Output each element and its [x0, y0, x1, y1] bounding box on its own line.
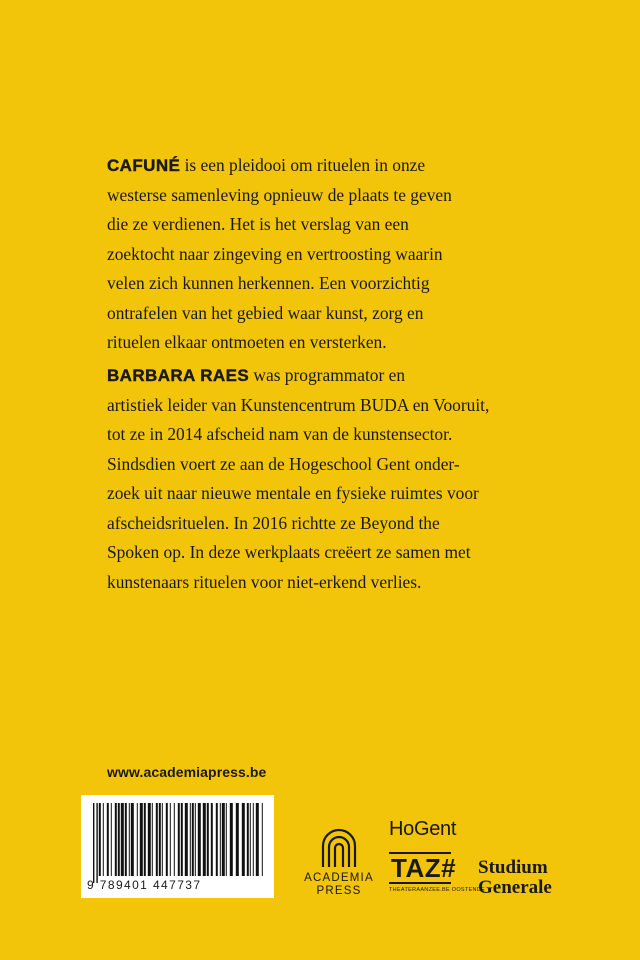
blurb-line: die ze verdienen. Het is het verslag van een	[107, 214, 409, 234]
author-name-lead: BARBARA RAES	[107, 366, 250, 385]
barcode-bar	[131, 803, 134, 876]
barcode-bar	[107, 803, 109, 876]
barcode-bar	[170, 803, 171, 876]
barcode-bar	[140, 803, 143, 876]
barcode-bar	[137, 803, 138, 876]
barcode-bar	[125, 803, 127, 876]
barcode-bar	[96, 803, 97, 883]
bio-line: Sindsdien voert ze aan de Hogeschool Gent onder-	[107, 453, 460, 474]
barcode-bar	[253, 803, 254, 876]
barcode-bar	[111, 803, 112, 876]
bio-line: Spoken op. In deze werkplaats creëert ze samen met	[107, 542, 471, 562]
bio-line: artistiek leider van Kunstencentrum BUDA en Vooruit,	[107, 394, 490, 415]
barcode-bar	[118, 803, 120, 876]
barcode-bar	[220, 803, 221, 876]
bio-line: BARBARA RAES was programmator en	[107, 365, 406, 385]
press-label: PRESS	[316, 885, 362, 897]
blurb-line: CAFUNÉ is een pleidooi om rituelen in onze	[107, 155, 426, 175]
taz-mark: TAZ#	[391, 853, 457, 883]
barcode-bar	[230, 803, 233, 876]
barcode-bar	[222, 803, 225, 876]
barcode-bar	[148, 803, 151, 876]
bio-line: afscheidsrituelen. In 2016 richtte ze Beyond the	[107, 512, 440, 533]
barcode-bar	[178, 803, 180, 876]
barcode-bar	[156, 803, 158, 876]
barcode-bar	[242, 803, 245, 876]
taz-logo	[389, 852, 486, 898]
blurb-line: zoektocht naar zingeving en vertroosting waarin	[107, 243, 443, 264]
isbn-barcode	[81, 795, 274, 898]
bio-line: zoek uit naar nieuwe mentale en fysieke ruimtes voor	[107, 483, 479, 503]
barcode-bar	[247, 803, 249, 876]
barcode-bar	[195, 803, 196, 876]
barcode-bar	[216, 803, 218, 876]
barcode-bar	[144, 803, 146, 876]
barcode-bar	[203, 803, 206, 876]
barcode-bar	[166, 803, 168, 876]
barcode-bar	[192, 803, 194, 876]
bio-line: tot ze in 2014 afscheid nam van de kunstensector.	[107, 424, 453, 444]
academia-press-logo	[300, 826, 378, 898]
studium-label: Studium	[478, 857, 548, 878]
barcode-bar	[121, 803, 124, 876]
barcode-bar	[262, 803, 263, 876]
barcode-bar	[211, 803, 213, 876]
academia-label: ACADEMIA	[304, 872, 374, 884]
blurb-line: westerse samenleving opnieuw de plaats te geven	[107, 184, 452, 205]
author-bio	[107, 361, 537, 597]
barcode-bar	[181, 803, 183, 876]
barcode-bar	[198, 803, 201, 876]
barcode-bar	[226, 803, 227, 876]
barcode-bar	[129, 803, 130, 876]
barcode-bar	[207, 803, 209, 876]
barcode-bar	[115, 803, 117, 876]
isbn-number: 9 789401 447737	[87, 878, 202, 892]
book-blurb	[107, 151, 537, 358]
title-lead: CAFUNÉ	[107, 156, 181, 175]
blurb-line: rituelen elkaar ontmoeten en versterken.	[107, 332, 387, 352]
barcode-bar	[185, 803, 188, 876]
arch-icon	[319, 826, 359, 868]
taz-subtitle: THEATERAANZEE.BE OOSTENDE	[389, 887, 486, 893]
publisher-url[interactable]: www.academiapress.be	[107, 764, 267, 780]
blurb-line: ontrafelen van het gebied waar kunst, zorg en	[107, 302, 424, 323]
barcode-bar	[159, 803, 161, 876]
barcode-bar	[152, 803, 153, 876]
barcode-bar	[256, 803, 259, 876]
generale-label: Generale	[478, 877, 552, 898]
hogent-logo: HoGent	[389, 818, 457, 840]
barcode-bar	[162, 803, 163, 876]
studium-generale-logo	[478, 858, 552, 898]
barcode-bar	[174, 803, 175, 876]
barcode-bar	[190, 803, 191, 876]
blurb-line: velen zich kunnen herkennen. Een voorzichtig	[107, 273, 430, 293]
barcode-bar	[236, 803, 239, 876]
barcode-bar	[93, 803, 94, 883]
barcode-bar	[99, 803, 101, 876]
barcode-bar	[103, 803, 104, 876]
bio-line: kunstenaars rituelen voor niet-erkend verlies.	[107, 571, 422, 592]
barcode-bar	[250, 803, 251, 876]
